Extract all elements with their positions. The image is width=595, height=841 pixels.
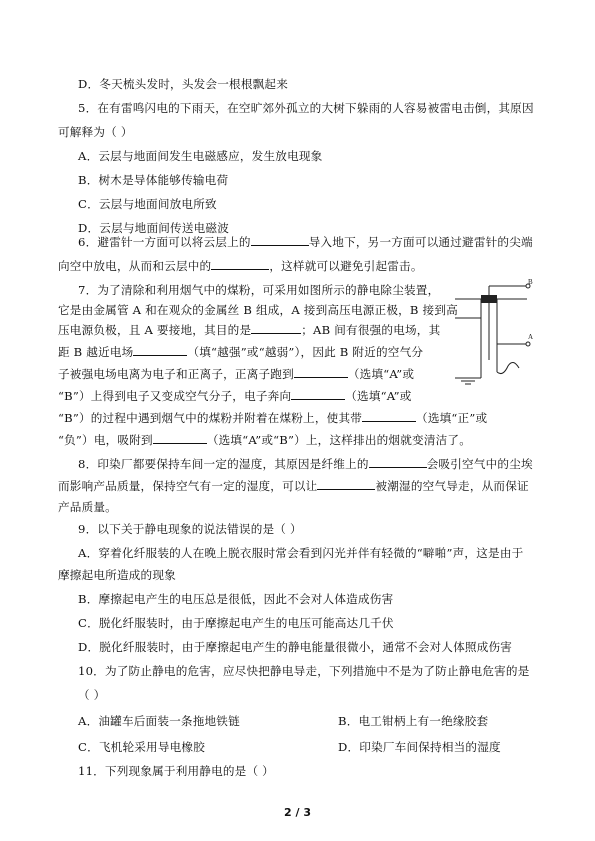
question-7: 7．为了清除和利用烟气中的煤粉，可采用如图所示的静电除尘装置，	[78, 283, 440, 297]
fill-blank[interactable]	[251, 323, 301, 334]
option-d-q9: D．脱化纤服装时，由于摩擦起电产生的静电能量很微小，通常不会对人体照成伤害	[78, 640, 513, 654]
fill-blank[interactable]	[133, 345, 187, 356]
option-d-q4: D．冬天梳头发时，头发会一根根飘起来	[78, 77, 288, 91]
option-b-q9: B．摩擦起电产生的电压总是很低，因此不会对人体造成伤害	[78, 592, 394, 606]
options-ab-q10	[78, 714, 553, 728]
question-8: 8．印染厂都要保持车间一定的湿度，其原因是纤维上的 会吸引空气中的尘埃	[78, 457, 533, 471]
fill-blank[interactable]	[317, 479, 375, 490]
electrode-block	[481, 295, 497, 303]
question-11: 11．下列现象属于利用静电的是（ ）	[78, 764, 274, 778]
option-c-q10: C．飞机轮采用导电橡胶	[78, 740, 206, 754]
question-7-line: “B”）的过程中遇到烟气中的煤粉并附着在煤粉上，使其带 （选填“正”或	[58, 411, 488, 425]
option-a-q9: A．穿着化纤服装的人在晚上脱衣服时常会看到闪光并伴有轻微的“噼啪”声，这是由于	[78, 546, 524, 560]
question-7-line: 子被强电场电离为电子和正离子，正离子跑到 （选填“A”或	[58, 367, 415, 381]
option-d-q10: D．印染厂车间保持相当的湿度	[338, 740, 501, 754]
terminal-a	[526, 342, 530, 346]
question-7-line: “负”）电，吸附到 （选填“A”或“B”）上，这样排出的烟就变清洁了。	[58, 433, 471, 447]
fill-blank[interactable]	[153, 433, 207, 444]
question-10: 10．为了防止静电的危害，应尽快把静电导走，下列措施中不是为了防止静电危害的是	[78, 664, 530, 678]
option-b-q5: B．树木是导体能够传输电荷	[78, 173, 229, 187]
options-cd-q10	[78, 740, 553, 754]
option-d-q5: D．云层与地面间传送电磁波	[78, 221, 230, 235]
option-a-q10: A．油罐车后面装一条拖地铁链	[78, 714, 240, 728]
fill-blank[interactable]	[291, 389, 345, 400]
fill-blank[interactable]	[362, 411, 416, 422]
question-7-line: 压电源负极，且 A 要接地，其目的是 ；AB 间有很强的电场，其	[58, 323, 441, 337]
label-b: B	[528, 278, 533, 286]
fill-blank[interactable]	[294, 367, 348, 378]
page-number: 2 / 3	[284, 806, 311, 819]
question-7-line: 距 B 越近电场 （填“越强”或“越弱”），因此 B 附近的空气分	[58, 345, 424, 359]
question-5-cont: 可解释为（ ）	[58, 125, 133, 139]
fill-blank[interactable]	[369, 457, 427, 468]
label-a: A	[528, 333, 534, 341]
option-a-q9-cont: 摩擦起电所造成的现象	[58, 568, 176, 582]
electrostatic-precipitator-diagram	[455, 278, 535, 388]
question-6: 6．避雷针一方面可以将云层上的 导入地下，另一方面可以通过避雷针的尖端	[78, 235, 533, 249]
question-8-cont: 产品质量。	[58, 500, 117, 514]
question-5: 5．在有雷鸣闪电的下雨天，在空旷郊外孤立的大树下躲雨的人容易被雷电击倒，其原因	[78, 101, 534, 115]
question-10-paren: （ ）	[78, 688, 106, 702]
question-8-cont: 而影响产品质量，保持空气有一定的湿度，可以让 被潮湿的空气导走，从而保证	[58, 479, 529, 493]
question-9: 9．以下关于静电现象的说法错误的是（ ）	[78, 522, 302, 536]
question-7-line: “B”）上得到电子又变成空气分子，电子奔向 （选填“A”或	[58, 389, 412, 403]
option-b-q10: B．电工钳柄上有一绝缘胶套	[338, 714, 489, 728]
option-c-q5: C．云层与地面间放电所致	[78, 197, 217, 211]
fill-blank[interactable]	[251, 235, 309, 246]
fill-blank[interactable]	[211, 259, 269, 270]
option-a-q5: A．云层与地面间发生电磁感应，发生放电现象	[78, 149, 323, 163]
question-6-cont: 向空中放电，从而和云层中的 ，这样就可以避免引起雷击。	[58, 259, 423, 273]
question-7-line: 它是由金属管 A 和在观众的金属丝 B 组成，A 接到高压电源正极，B 接到高	[58, 303, 458, 317]
option-c-q9: C．脱化纤服装时，由于摩擦起电产生的电压可能高达几千伏	[78, 616, 394, 630]
